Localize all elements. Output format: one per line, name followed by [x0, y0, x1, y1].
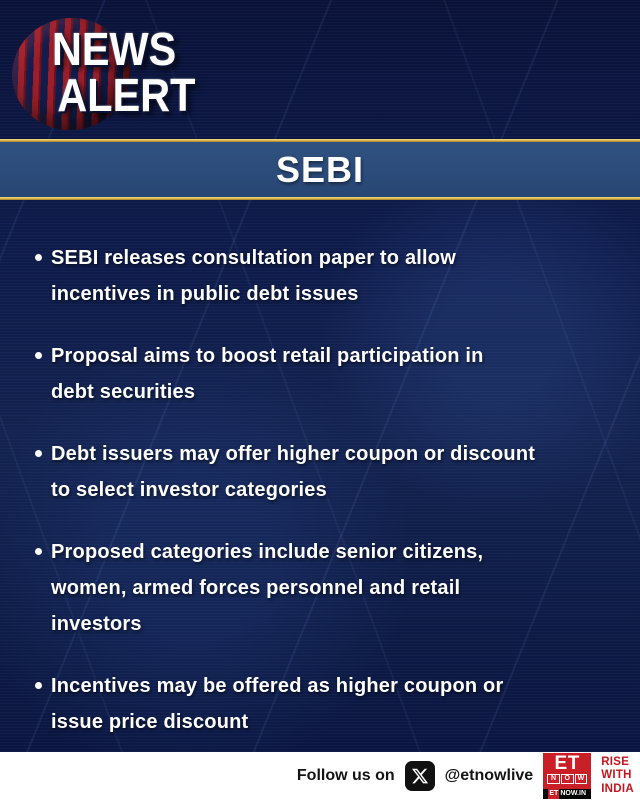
list-item: [36, 240, 614, 312]
bullet-dot-icon: [35, 450, 42, 457]
bullet-text: Proposal aims to boost retail participation in debt securities: [51, 345, 484, 403]
follow-us-label: Follow us on: [296, 767, 395, 784]
etnow-logo-red-block: [543, 753, 591, 789]
list-item: [36, 668, 614, 740]
bullet-dot-icon: [35, 548, 42, 555]
bullet-dot-icon: [35, 682, 42, 689]
etnow-site-bar: ET NOW.IN: [543, 789, 591, 799]
bullet-dot-icon: [35, 254, 42, 261]
news-alert-logo-text: [52, 23, 196, 121]
bullet-text: Debt issuers may offer higher coupon or discount to select investor categories: [51, 443, 536, 501]
etnow-logo: [543, 753, 591, 799]
rise-with-india-tagline: RISE WITH INDIA: [601, 755, 634, 795]
x-twitter-icon: [405, 761, 435, 791]
etnow-logo-now-row: N O W: [545, 774, 589, 786]
logo-word-alert: ALERT: [57, 69, 196, 121]
list-item: [36, 436, 614, 508]
list-item: [36, 338, 614, 410]
bullet-text: Incentives may be offered as higher coupon or issue price discount: [51, 675, 504, 733]
etnow-logo-et: ET: [554, 753, 580, 774]
title-bar: [0, 142, 640, 197]
social-handle: @etnowlive: [444, 767, 534, 784]
bullet-text: SEBI releases consultation paper to allow incentives in public debt issues: [51, 247, 456, 305]
footer-bar: [0, 752, 640, 800]
logo-word-news: NEWS: [52, 23, 177, 75]
news-alert-logo: [12, 10, 232, 130]
news-bullet-list: [0, 200, 640, 752]
list-item: [36, 534, 614, 642]
page-title: SEBI: [275, 148, 365, 190]
bullet-dot-icon: [35, 352, 42, 359]
header: [0, 0, 640, 139]
bullet-text: Proposed categories include senior citizens, women, armed forces personnel and retail investors: [51, 541, 484, 635]
